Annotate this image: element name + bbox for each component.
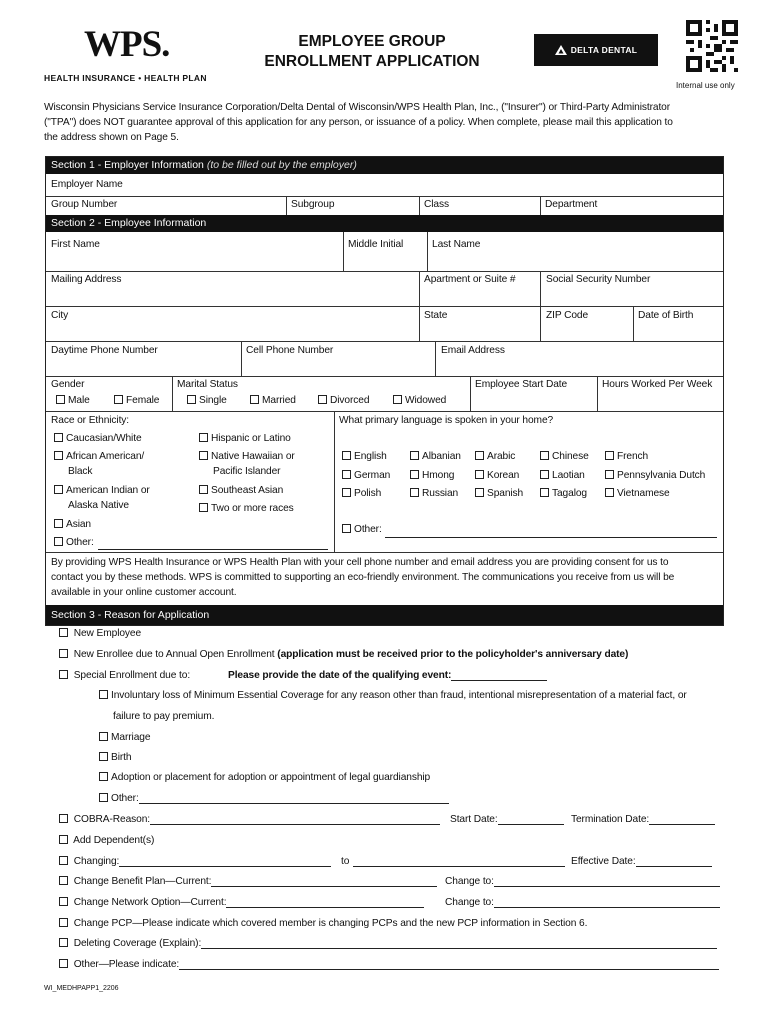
form-code: WI_MEDHPAPP1_2206	[44, 985, 119, 992]
race-other-line[interactable]	[98, 549, 328, 550]
subgroup-field[interactable]: Subgroup	[291, 199, 335, 210]
polish-checkbox[interactable]: Polish	[342, 488, 381, 499]
group-number-field[interactable]: Group Number	[51, 199, 118, 210]
enrollment-form	[45, 156, 724, 626]
race-other-checkbox[interactable]: Other:	[54, 537, 94, 548]
caucasian-checkbox[interactable]: Caucasian/White	[54, 433, 142, 444]
korean-checkbox[interactable]: Korean	[475, 470, 519, 481]
american-indian-line2: Alaska Native	[68, 500, 129, 511]
widowed-checkbox[interactable]: Widowed	[393, 395, 446, 406]
change-network-to[interactable]: Change to:	[445, 897, 720, 908]
section-1-header	[46, 157, 723, 174]
female-checkbox[interactable]: Female	[114, 395, 159, 406]
delta-logo-text: DELTA DENTAL	[570, 45, 638, 55]
involuntary-loss-line2: failure to pay premium.	[113, 711, 215, 722]
adoption-checkbox[interactable]: Adoption or placement for adoption or appointment of legal guardianship	[99, 772, 430, 783]
logo-text: WPS.	[84, 24, 170, 65]
divorced-checkbox[interactable]: Divorced	[318, 395, 369, 406]
change-benefit-checkbox[interactable]: Change Benefit Plan—Current:	[59, 876, 437, 887]
cobra-start-date[interactable]: Start Date:	[450, 814, 564, 825]
involuntary-loss-checkbox[interactable]: Involuntary loss of Minimum Essential Coverage for any reason other than fraud, intentional misrepresentation of a material fact, or	[99, 690, 687, 701]
marital-status-label: Marital Status	[177, 379, 238, 390]
apartment-field[interactable]: Apartment or Suite #	[424, 274, 516, 285]
consent-line-1: By providing WPS Health Insurance or WPS Health Plan with your cell phone number and email address you are providing consent for us to	[51, 557, 669, 568]
ssn-field[interactable]: Social Security Number	[546, 274, 651, 285]
hawaiian-checkbox[interactable]: Native Hawaiian or	[199, 451, 295, 462]
new-employee-checkbox[interactable]: New Employee	[59, 628, 141, 639]
new-enrollee-checkbox[interactable]: New Enrollee due to Annual Open Enrollment (application must be received prior to the policyholder's anniversary date)	[59, 649, 628, 660]
middle-initial-field[interactable]: Middle Initial	[348, 239, 404, 250]
consent-line-3: available in your online customer account.	[51, 587, 237, 598]
zip-field[interactable]: ZIP Code	[546, 310, 589, 321]
qr-code-icon	[686, 20, 738, 72]
african-american-line2: Black	[68, 466, 93, 477]
special-enrollment-checkbox[interactable]: Special Enrollment due to:	[59, 670, 190, 681]
language-question: What primary language is spoken in your home?	[339, 415, 554, 426]
intro-line-1: Wisconsin Physicians Service Insurance Corporation/Delta Dental of Wisconsin/WPS Health Plan, Inc., ("Insurer") or Third-Party Administrator	[44, 102, 671, 113]
section-3-title: Section 3 - Reason for Application	[51, 609, 210, 621]
african-american-checkbox[interactable]: African American/	[54, 451, 144, 462]
effective-date[interactable]: Effective Date:	[571, 856, 712, 867]
language-other-line[interactable]	[385, 537, 717, 538]
delta-dental-logo	[534, 34, 658, 66]
delta-triangle-icon	[555, 45, 567, 55]
department-field[interactable]: Department	[545, 199, 598, 210]
section-2-header	[46, 215, 723, 232]
section-2-title: Section 2 - Employee Information	[51, 217, 207, 229]
asian-checkbox[interactable]: Asian	[54, 519, 91, 530]
hours-worked-field[interactable]: Hours Worked Per Week	[602, 379, 713, 390]
spanish-checkbox[interactable]: Spanish	[475, 488, 523, 499]
consent-text	[51, 555, 674, 600]
russian-checkbox[interactable]: Russian	[410, 488, 458, 499]
last-name-field[interactable]: Last Name	[432, 239, 481, 250]
pennsylvania-dutch-checkbox[interactable]: Pennsylvania Dutch	[605, 470, 705, 481]
internal-use-label: Internal use only	[676, 81, 735, 90]
english-checkbox[interactable]: English	[342, 451, 387, 462]
deleting-coverage-checkbox[interactable]: Deleting Coverage (Explain):	[59, 938, 717, 949]
dob-field[interactable]: Date of Birth	[638, 310, 694, 321]
title-line-2: ENROLLMENT APPLICATION	[264, 53, 480, 70]
cobra-checkbox[interactable]: COBRA-Reason:	[59, 814, 440, 825]
employer-name-field[interactable]: Employer Name	[51, 179, 123, 190]
german-checkbox[interactable]: German	[342, 470, 390, 481]
birth-checkbox[interactable]: Birth	[99, 752, 131, 763]
email-field[interactable]: Email Address	[441, 345, 505, 356]
american-indian-checkbox[interactable]: American Indian or	[54, 485, 150, 496]
add-dependents-checkbox[interactable]: Add Dependent(s)	[59, 835, 154, 846]
class-field[interactable]: Class	[424, 199, 449, 210]
section-1-note: (to be filled out by the employer)	[206, 159, 357, 171]
start-date-field[interactable]: Employee Start Date	[475, 379, 568, 390]
change-pcp-checkbox[interactable]: Change PCP—Please indicate which covered member is changing PCPs and the new PCP information in Section 6.	[59, 918, 587, 929]
hmong-checkbox[interactable]: Hmong	[410, 470, 454, 481]
intro-text	[44, 100, 724, 145]
two-or-more-checkbox[interactable]: Two or more races	[199, 503, 294, 514]
language-other-checkbox[interactable]: Other:	[342, 524, 382, 535]
race-label: Race or Ethnicity:	[51, 415, 130, 426]
male-checkbox[interactable]: Male	[56, 395, 90, 406]
single-checkbox[interactable]: Single	[187, 395, 227, 406]
consent-line-2: contact you by these methods. WPS is committed to supporting an eco-friendly environment. The communications you receive from us will be	[51, 572, 675, 583]
vietnamese-checkbox[interactable]: Vietnamese	[605, 488, 670, 499]
other-indicate-checkbox[interactable]: Other—Please indicate:	[59, 959, 719, 970]
southeast-asian-checkbox[interactable]: Southeast Asian	[199, 485, 283, 496]
hispanic-checkbox[interactable]: Hispanic or Latino	[199, 433, 291, 444]
intro-line-2: ("TPA") does NOT guarantee approval of this application for any person, or issuance of a policy. When complete, please mail this application to	[44, 117, 673, 128]
section-1-title: Section 1 - Employer Information	[51, 159, 204, 171]
intro-line-3: the address shown on Page 5.	[44, 132, 179, 143]
sub-other-checkbox[interactable]: Other:	[99, 793, 449, 804]
married-checkbox[interactable]: Married	[250, 395, 296, 406]
section-3-header	[46, 605, 723, 625]
hawaiian-line2: Pacific Islander	[213, 466, 281, 477]
laotian-checkbox[interactable]: Laotian	[540, 470, 585, 481]
title-line-1: EMPLOYEE GROUP	[298, 33, 446, 50]
marriage-checkbox[interactable]: Marriage	[99, 732, 150, 743]
city-field[interactable]: City	[51, 310, 69, 321]
mailing-address-field[interactable]: Mailing Address	[51, 274, 122, 285]
tagalog-checkbox[interactable]: Tagalog	[540, 488, 587, 499]
logo-subtitle: HEALTH INSURANCE • HEALTH PLAN	[44, 73, 207, 83]
cell-phone-field[interactable]: Cell Phone Number	[246, 345, 334, 356]
page-title	[242, 32, 502, 72]
state-field[interactable]: State	[424, 310, 448, 321]
changing-checkbox[interactable]: Changing:	[59, 856, 331, 867]
arabic-checkbox[interactable]: Arabic	[475, 451, 515, 462]
qualifying-event-date[interactable]: Please provide the date of the qualifying event:	[228, 670, 547, 681]
wps-logo	[44, 26, 207, 83]
changing-to[interactable]: to	[341, 856, 565, 867]
first-name-field[interactable]: First Name	[51, 239, 100, 250]
change-benefit-to[interactable]: Change to:	[445, 876, 720, 887]
french-checkbox[interactable]: French	[605, 451, 648, 462]
daytime-phone-field[interactable]: Daytime Phone Number	[51, 345, 158, 356]
change-network-checkbox[interactable]: Change Network Option—Current:	[59, 897, 424, 908]
gender-label: Gender	[51, 379, 85, 390]
chinese-checkbox[interactable]: Chinese	[540, 451, 589, 462]
cobra-termination-date[interactable]: Termination Date:	[571, 814, 715, 825]
albanian-checkbox[interactable]: Albanian	[410, 451, 461, 462]
